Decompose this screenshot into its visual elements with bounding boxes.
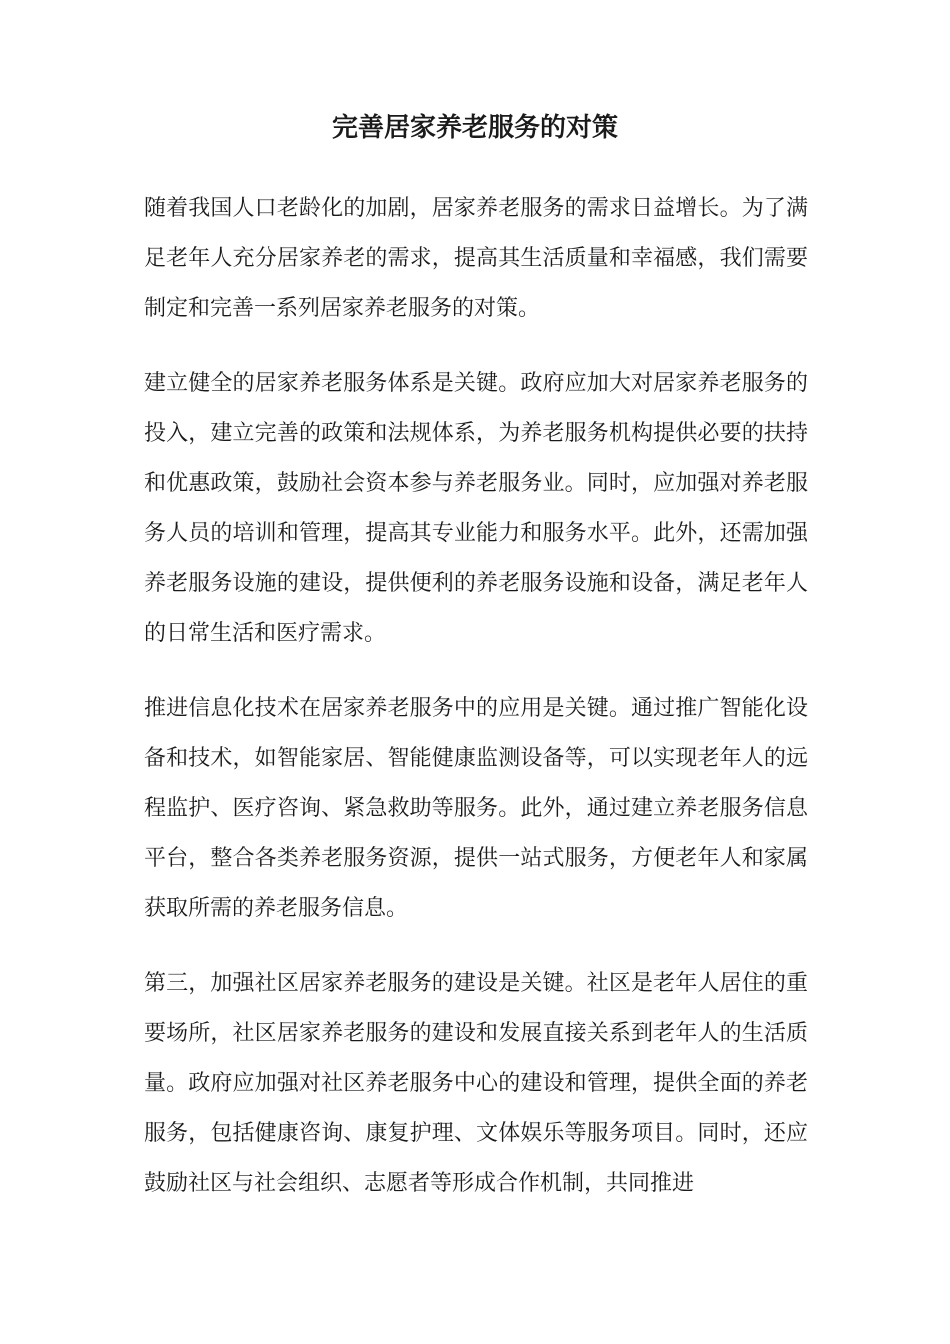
- paragraph-community-services: 第三，加强社区居家养老服务的建设是关键。社区是老年人居住的重要场所，社区居家养老服务的建设和发展直接关系到老年人的生活质量。政府应加强对社区养老服务中心的建设和管理，提供全面的养老服务，包括健康咨询、康复护理、文体娱乐等服务项目。同时，还应鼓励社区与社会组织、志愿者等形成合作机制，共同推进: [144, 971, 808, 1196]
- paragraph-service-system: 建立健全的居家养老服务体系是关键。政府应加大对居家养老服务的投入，建立完善的政策和法规体系，为养老服务机构提供必要的扶持和优惠政策，鼓励社会资本参与养老服务业。同时，应加强对养老服务人员的培训和管理，提高其专业能力和服务水平。此外，还需加强养老服务设施的建设，提供便利的养老服务设施和设备，满足老年人的日常生活和医疗需求。: [144, 371, 808, 646]
- document-title: 完善居家养老服务的对策: [331, 113, 618, 143]
- paragraph-intro: 随着我国人口老龄化的加剧，居家养老服务的需求日益增长。为了满足老年人充分居家养老的需求，提高其生活质量和幸福感，我们需要制定和完善一系列居家养老服务的对策。: [144, 196, 808, 321]
- paragraph-information-technology: 推进信息化技术在居家养老服务中的应用是关键。通过推广智能化设备和技术，如智能家居、智能健康监测设备等，可以实现老年人的远程监护、医疗咨询、紧急救助等服务。此外，通过建立养老服务信息平台，整合各类养老服务资源，提供一站式服务，方便老年人和家属获取所需的养老服务信息。: [144, 696, 808, 921]
- document-body: [144, 184, 808, 1234]
